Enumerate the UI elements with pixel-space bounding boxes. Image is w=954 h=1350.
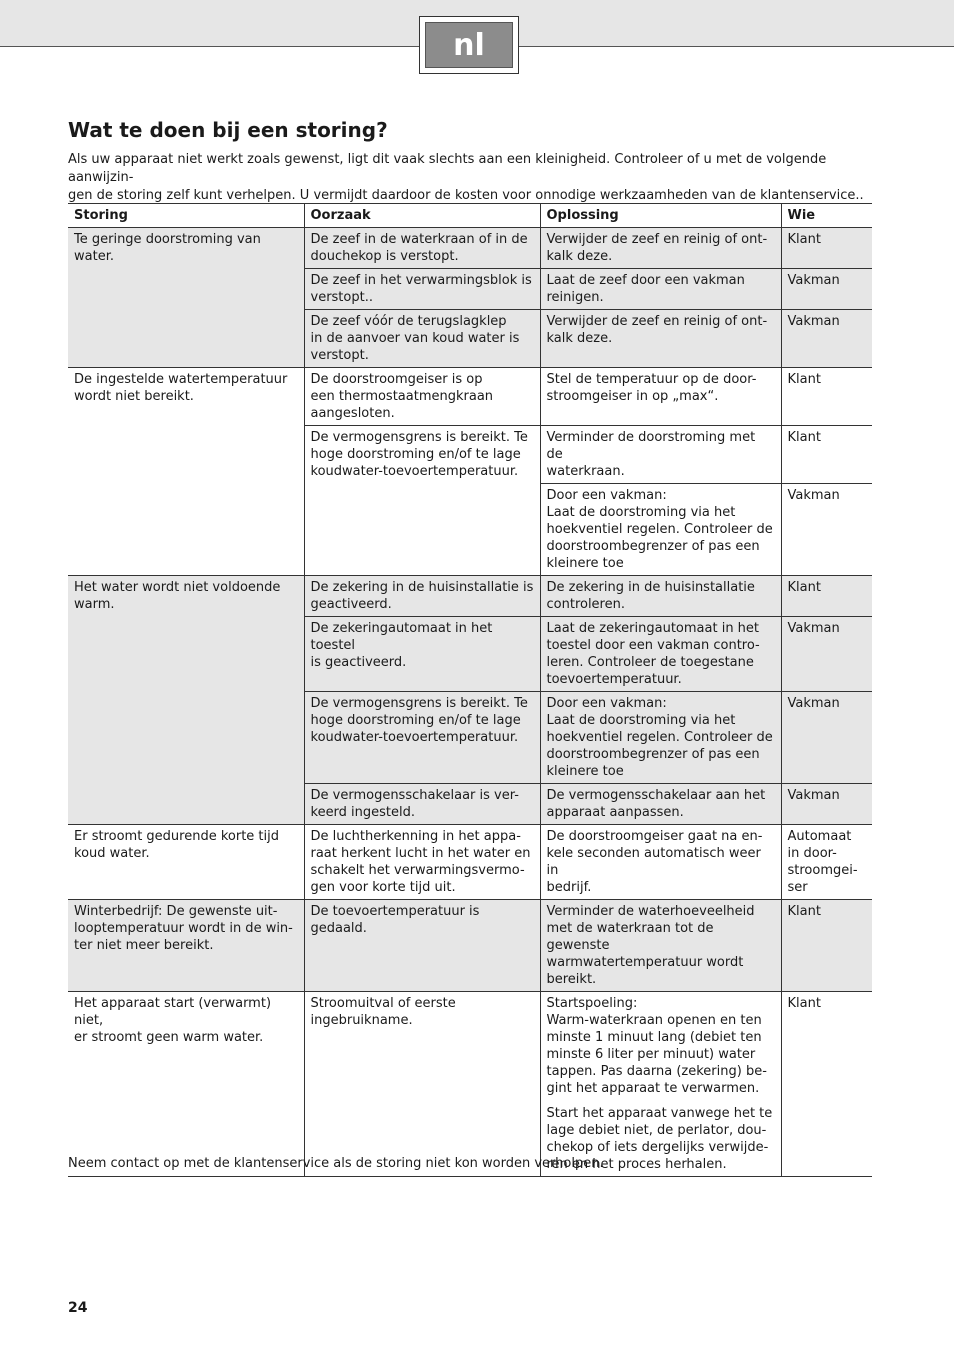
group-geringe-doorstroming <box>68 228 872 368</box>
cell-storing: De ingestelde watertemperatuur wordt niet bereikt. <box>68 368 304 576</box>
table-row <box>68 576 872 617</box>
troubleshooting-table <box>68 203 872 1177</box>
cell-wie: Vakman <box>781 269 872 310</box>
table-row <box>68 900 872 992</box>
header-oorzaak: Oorzaak <box>304 204 540 228</box>
cell-wie: Klant <box>781 992 872 1177</box>
cell-oorzaak: De zekering in de huisinstallatie is geactiveerd. <box>304 576 540 617</box>
cell-oplossing: Door een vakman: Laat de doorstroming via het hoekventiel regelen. Controleer de doorstroombegrenzer of pas een kleinere toe <box>540 484 781 576</box>
cell-wie: Vakman <box>781 484 872 576</box>
cell-oorzaak: De vermogensgrens is bereikt. Te hoge doorstroming en/of te lage koudwater-toevoertemperatuur. <box>304 692 540 784</box>
cell-wie: Klant <box>781 576 872 617</box>
language-tab <box>419 16 519 74</box>
cell-oplossing: Verminder de waterhoeveelheid met de waterkraan tot de gewenste warmwatertemperatuur wordt bereikt. <box>540 900 781 992</box>
header-wie: Wie <box>781 204 872 228</box>
cell-oorzaak: De zeef in het verwarmingsblok is verstopt.. <box>304 269 540 310</box>
group-start-niet <box>68 992 872 1177</box>
table-row <box>68 228 872 269</box>
cell-oplossing: Door een vakman: Laat de doorstroming via het hoekventiel regelen. Controleer de doorstroombegrenzer of pas een kleinere toe <box>540 692 781 784</box>
cell-oorzaak: De toevoertemperatuur is gedaald. <box>304 900 540 992</box>
cell-storing: Het water wordt niet voldoende warm. <box>68 576 304 825</box>
table-header-row <box>68 204 872 228</box>
cell-oplossing: De zekering in de huisinstallatie controleren. <box>540 576 781 617</box>
cell-oorzaak: De doorstroomgeiser is op een thermostaatmengkraan aangesloten. <box>304 368 540 426</box>
cell-wie: Klant <box>781 426 872 484</box>
cell-wie: Vakman <box>781 310 872 368</box>
header-oplossing: Oplossing <box>540 204 781 228</box>
group-winterbedrijf <box>68 900 872 992</box>
table-row <box>68 825 872 900</box>
cell-oplossing: Stel de temperatuur op de door- stroomgeiser in op „max“. <box>540 368 781 426</box>
cell-oplossing: Verwijder de zeef en reinig of ont- kalk deze. <box>540 228 781 269</box>
cell-oplossing: Verwijder de zeef en reinig of ont- kalk deze. <box>540 310 781 368</box>
cell-oorzaak: De vermogensgrens is bereikt. Te hoge doorstroming en/of te lage koudwater-toevoertemperatuur. <box>304 426 540 576</box>
oplossing-extra: Start het apparaat vanwege het te lage debiet niet, de perlator, dou- chekop of iets dergelijks verwijde- ren en het proces herhalen. <box>546 1106 773 1172</box>
intro-paragraph: Als uw apparaat niet werkt zoals gewenst, ligt dit vaak slechts aan een kleinigheid. Controleer of u met de volgende aanwijzin- gen de storing zelf kunt verhelpen. U vermijdt daardoor de kosten voor onnodige werkzaamheden van de klantenservice.. <box>68 152 864 203</box>
cell-oplossing: Laat de zeef door een vakman reinigen. <box>540 269 781 310</box>
cell-storing: Winterbedrijf: De gewenste uit- looptemperatuur wordt in de win- ter niet meer bereikt. <box>68 900 304 992</box>
table-row <box>68 368 872 426</box>
cell-oorzaak: De zeef vóór de terugslagklep in de aanvoer van koud water is verstopt. <box>304 310 540 368</box>
group-temperatuur-niet-bereikt <box>68 368 872 576</box>
cell-storing: Het apparaat start (verwarmt) niet, er stroomt geen warm water. <box>68 992 304 1177</box>
cell-storing: Er stroomt gedurende korte tijd koud water. <box>68 825 304 900</box>
cell-oplossing: Verminder de doorstroming met de waterkraan. <box>540 426 781 484</box>
cell-oorzaak: Stroomuitval of eerste ingebruikname. <box>304 992 540 1177</box>
page-title: Wat te doen bij een storing? <box>68 118 388 142</box>
cell-oorzaak: De luchtherkenning in het appa- raat herkent lucht in het water en schakelt het verwarmingsvermo- gen voor korte tijd uit. <box>304 825 540 900</box>
cell-wie: Vakman <box>781 784 872 825</box>
cell-oplossing: Startspoeling: Warm-waterkraan openen en ten minste 1 minuut lang (debiet ten minste 6 liter per minuut) water tappen. Pas daarna (zekering) be- gint het apparaat te verwarmen. Start het apparaat vanwege het te lage debiet niet, de perlator, dou- chekop of iets dergelijks verwijde- ren en het proces herhalen. <box>540 992 781 1177</box>
cell-wie: Klant <box>781 228 872 269</box>
cell-wie: Automaat in door- stroomgei- ser <box>781 825 872 900</box>
cell-oorzaak: De zeef in de waterkraan of in de douchekop is verstopt. <box>304 228 540 269</box>
page-number: 24 <box>68 1300 88 1316</box>
cell-oplossing: De vermogensschakelaar aan het apparaat aanpassen. <box>540 784 781 825</box>
group-kort-koud-water <box>68 825 872 900</box>
group-niet-voldoende-warm <box>68 576 872 825</box>
cell-oorzaak: De vermogensschakelaar is ver- keerd ingesteld. <box>304 784 540 825</box>
cell-wie: Klant <box>781 900 872 992</box>
footer-note: Neem contact op met de klantenservice als de storing niet kon worden verholpen. <box>68 1156 604 1171</box>
cell-oplossing: De doorstroomgeiser gaat na en- kele seconden automatisch weer in bedrijf. <box>540 825 781 900</box>
table-row <box>68 992 872 1177</box>
cell-oorzaak: De zekeringautomaat in het toestel is geactiveerd. <box>304 617 540 692</box>
cell-wie: Klant <box>781 368 872 426</box>
language-label: nl <box>425 22 513 68</box>
header-storing: Storing <box>68 204 304 228</box>
cell-storing: Te geringe doorstroming van water. <box>68 228 304 368</box>
cell-wie: Vakman <box>781 617 872 692</box>
cell-wie: Vakman <box>781 692 872 784</box>
cell-oplossing: Laat de zekeringautomaat in het toestel door een vakman contro- leren. Controleer de toegestane toevoertemperatuur. <box>540 617 781 692</box>
